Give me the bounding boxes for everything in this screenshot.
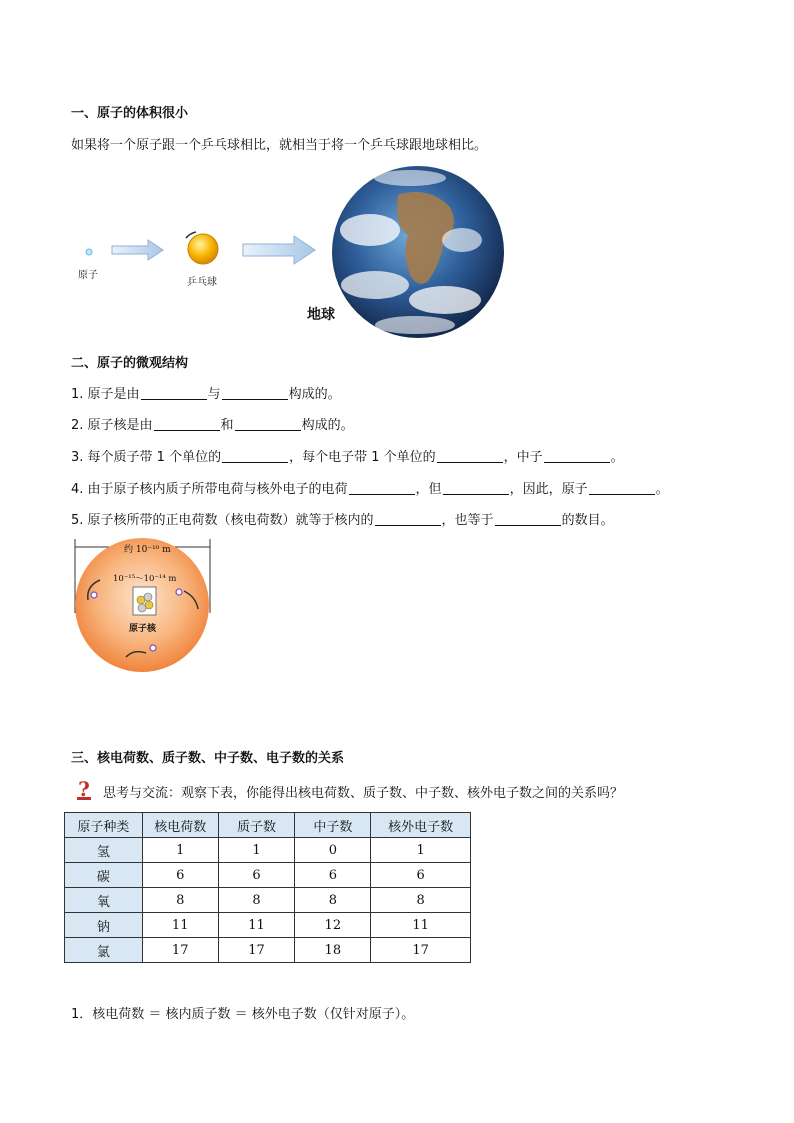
electron bbox=[150, 645, 156, 651]
nucleus-label: 原子核 bbox=[129, 624, 157, 634]
data-table bbox=[64, 812, 471, 963]
section3-title: 三、核电荷数、质子数、中子数、电子数的关系 bbox=[71, 751, 345, 766]
answer-blank[interactable] bbox=[154, 417, 220, 431]
table-cell: 18 bbox=[295, 938, 371, 963]
table-cell: 17 bbox=[142, 938, 218, 963]
electron bbox=[176, 589, 182, 595]
question-1: 1. 原子是由 与 构成的。 bbox=[71, 387, 341, 402]
answer-blank[interactable] bbox=[544, 449, 610, 463]
table-cell: 6 bbox=[218, 863, 295, 888]
table-cell: 6 bbox=[295, 863, 371, 888]
ping-pong-ball bbox=[188, 234, 218, 264]
ping-pong-label: 乒乓球 bbox=[187, 277, 217, 288]
arrow-icon bbox=[243, 236, 315, 264]
table-cell: 17 bbox=[371, 938, 471, 963]
table-cell: 8 bbox=[295, 888, 371, 913]
answer-blank[interactable] bbox=[437, 449, 503, 463]
question-4: 4. 由于原子核内质子所带电荷与核外电子的电荷 ，但 ，因此，原子 。 bbox=[71, 482, 669, 497]
table-header: 核电荷数 bbox=[142, 813, 218, 838]
table-cell: 氧 bbox=[65, 888, 143, 913]
answer-blank[interactable] bbox=[235, 417, 301, 431]
section1-text: 如果将一个原子跟一个乒乓球相比，就相当于将一个乒乓球跟地球相比。 bbox=[71, 138, 488, 153]
answer-blank[interactable] bbox=[222, 449, 288, 463]
earth-globe bbox=[332, 166, 504, 338]
answer-blank[interactable] bbox=[375, 512, 441, 526]
size-comparison-figure bbox=[70, 160, 520, 345]
earth-label: 地球 bbox=[307, 307, 335, 323]
question-3: 3. 每个质子带 1 个单位的 ，每个电子带 1 个单位的 ，中子 。 bbox=[71, 450, 624, 465]
nucleon bbox=[138, 604, 146, 612]
table-header-row bbox=[65, 813, 471, 838]
answer-blank[interactable] bbox=[141, 386, 207, 400]
nucleon bbox=[144, 593, 152, 601]
electron bbox=[91, 592, 97, 598]
table-cell: 氢 bbox=[65, 838, 143, 863]
table-cell: 6 bbox=[142, 863, 218, 888]
question-2: 2. 原子核是由 和 构成的。 bbox=[71, 418, 354, 433]
table-cell: 碳 bbox=[65, 863, 143, 888]
table-header: 核外电子数 bbox=[371, 813, 471, 838]
table-row bbox=[65, 938, 471, 963]
table-header: 原子种类 bbox=[65, 813, 143, 838]
table-row bbox=[65, 888, 471, 913]
table-row bbox=[65, 913, 471, 938]
table-cell: 11 bbox=[218, 913, 295, 938]
table-header: 质子数 bbox=[218, 813, 295, 838]
table-cell: 12 bbox=[295, 913, 371, 938]
answer-blank[interactable] bbox=[222, 386, 288, 400]
table-header: 中子数 bbox=[295, 813, 371, 838]
table-row bbox=[65, 863, 471, 888]
table-cell: 8 bbox=[142, 888, 218, 913]
table-cell: 11 bbox=[371, 913, 471, 938]
question-5: 5. 原子核所带的正电荷数（核电荷数）就等于核内的 ，也等于 的数目。 bbox=[71, 513, 614, 528]
table-cell: 氯 bbox=[65, 938, 143, 963]
conclusion-text: 1．核电荷数 ＝ 核内质子数 ＝ 核外电子数（仅针对原子）。 bbox=[71, 1007, 415, 1022]
table-cell: 1 bbox=[218, 838, 295, 863]
table-cell: 0 bbox=[295, 838, 371, 863]
think-prompt: 思考与交流：观察下表，你能得出核电荷数、质子数、中子数、核外电子数之间的关系吗？ bbox=[103, 786, 624, 801]
answer-blank[interactable] bbox=[349, 481, 415, 495]
table-row bbox=[65, 838, 471, 863]
question-mark-icon bbox=[73, 779, 95, 801]
table-cell: 钠 bbox=[65, 913, 143, 938]
atom-label: 原子 bbox=[78, 270, 98, 281]
table-cell: 6 bbox=[371, 863, 471, 888]
arrow-icon bbox=[112, 240, 163, 260]
section1-title: 一、原子的体积很小 bbox=[71, 106, 189, 121]
table-cell: 8 bbox=[218, 888, 295, 913]
answer-blank[interactable] bbox=[589, 481, 655, 495]
table-cell: 11 bbox=[142, 913, 218, 938]
atom-structure-diagram bbox=[70, 535, 216, 677]
table-cell: 1 bbox=[142, 838, 218, 863]
section2-title: 二、原子的微观结构 bbox=[71, 356, 189, 371]
atom-dot bbox=[86, 249, 92, 255]
answer-blank[interactable] bbox=[495, 512, 561, 526]
answer-blank[interactable] bbox=[443, 481, 509, 495]
outer-size-label: 约 10⁻¹⁰ m bbox=[124, 545, 171, 555]
table-cell: 17 bbox=[218, 938, 295, 963]
table-cell: 1 bbox=[371, 838, 471, 863]
table-cell: 8 bbox=[371, 888, 471, 913]
inner-size-label: 10⁻¹⁵～10⁻¹⁴ m bbox=[113, 574, 177, 584]
svg-text:?: ? bbox=[78, 779, 90, 801]
